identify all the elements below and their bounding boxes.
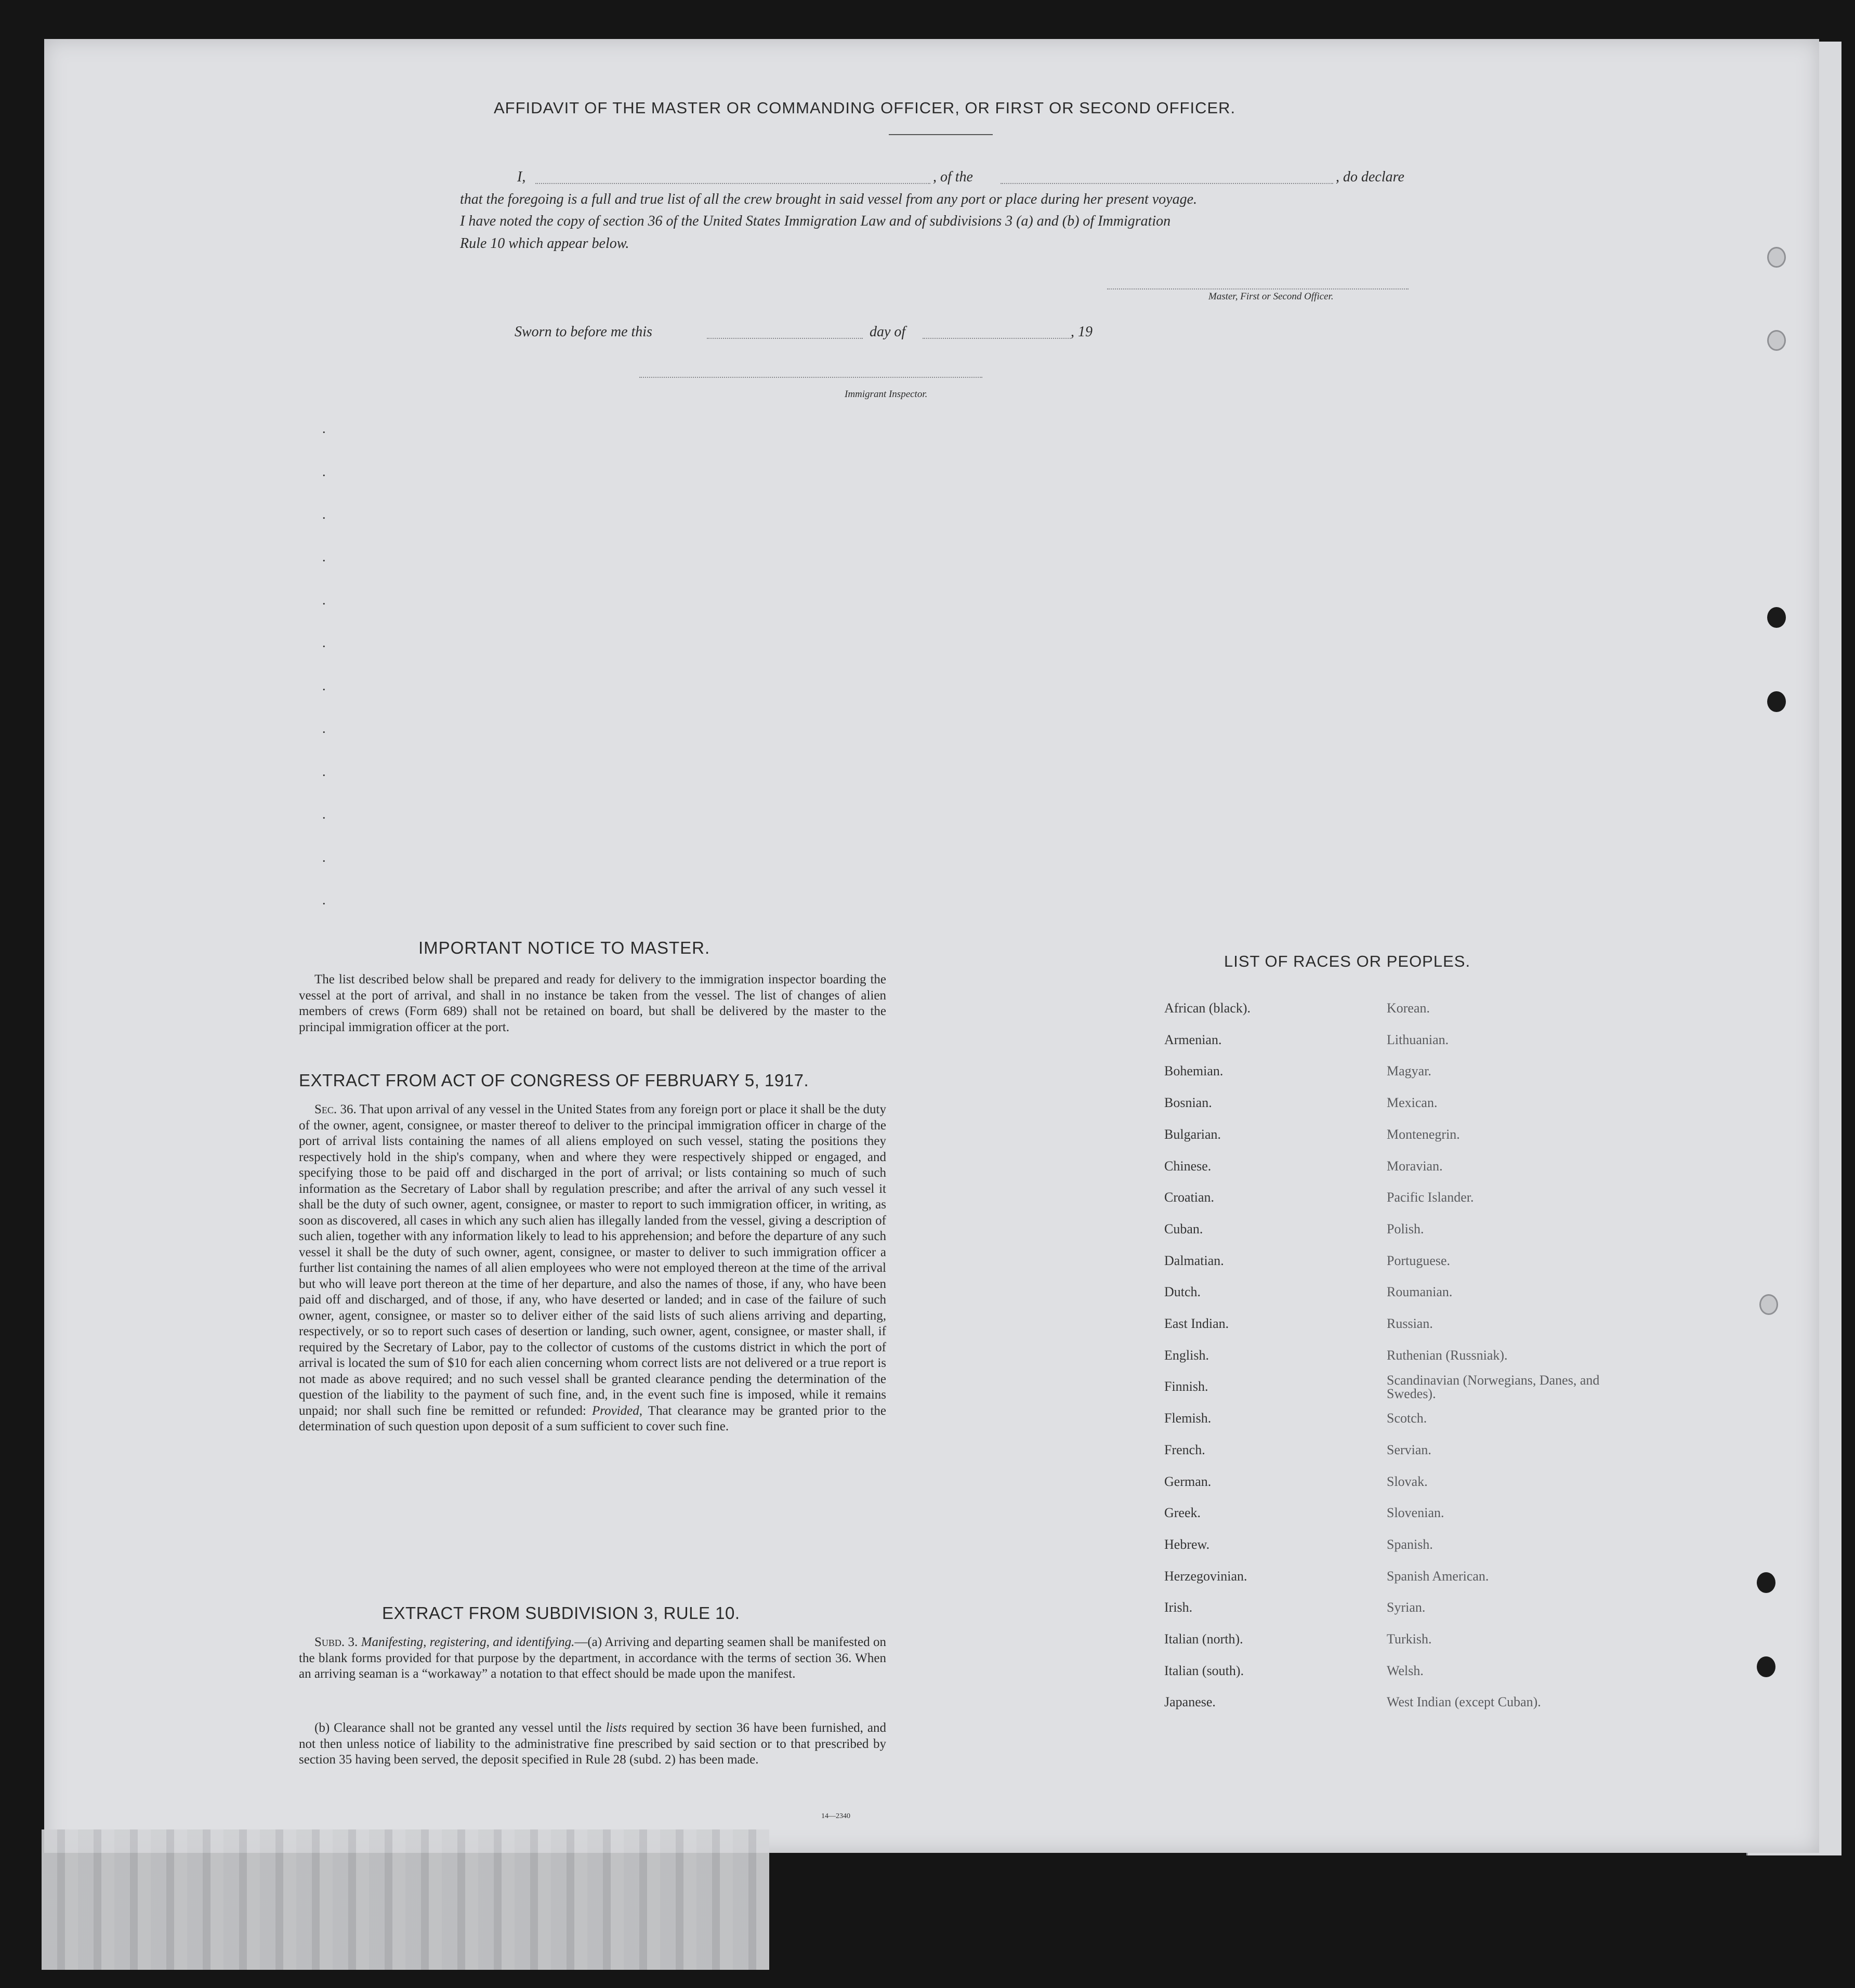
row-marker: .: [322, 807, 326, 822]
row-marker: .: [322, 593, 326, 608]
binder-hole: [1759, 1294, 1778, 1315]
race-item: English.: [1164, 1347, 1209, 1363]
race-item: Armenian.: [1164, 1032, 1222, 1047]
affidavit-of-the-label: , of the: [933, 169, 973, 185]
race-item: Flemish.: [1164, 1411, 1212, 1426]
affidavit-body-line2: I have noted the copy of section 36 of the United States Immigration Law and of subdivisions 3 (a) and (b) of Immigration: [460, 213, 1171, 229]
race-item: Portuguese.: [1387, 1253, 1451, 1268]
proviso-word: Provided,: [592, 1403, 642, 1418]
sworn-label: Sworn to before me this: [515, 324, 652, 340]
affidavit-body-line3: Rule 10 which appear below.: [460, 235, 629, 252]
race-item: Roumanian.: [1387, 1284, 1453, 1300]
subd-lists-word: lists: [606, 1721, 627, 1735]
race-item: Hebrew.: [1164, 1536, 1210, 1552]
race-item: Scandinavian (Norwegians, Danes, and Swedes).: [1387, 1373, 1600, 1402]
race-item: Japanese.: [1164, 1694, 1216, 1710]
race-item: Syrian.: [1387, 1600, 1426, 1615]
race-item: Irish.: [1164, 1600, 1193, 1615]
binder-hole: [1767, 607, 1786, 628]
act-heading: EXTRACT FROM ACT OF CONGRESS OF FEBRUARY 5, 1917.: [299, 1071, 809, 1090]
race-item: Italian (north).: [1164, 1631, 1243, 1647]
row-marker: .: [322, 721, 326, 736]
race-item: Bulgarian.: [1164, 1126, 1221, 1142]
race-item: Spanish.: [1387, 1536, 1433, 1552]
row-marker: .: [322, 678, 326, 693]
race-item: Magyar.: [1387, 1063, 1431, 1079]
race-item: Servian.: [1387, 1442, 1431, 1457]
row-marker: .: [322, 507, 326, 522]
subd-b-label: (b): [314, 1721, 330, 1735]
race-item: Mexican.: [1387, 1095, 1438, 1111]
subdivision-heading: EXTRACT FROM SUBDIVISION 3, RULE 10.: [382, 1603, 740, 1623]
race-item: Dalmatian.: [1164, 1253, 1224, 1268]
race-item: Scotch.: [1387, 1411, 1427, 1426]
race-item: Croatian.: [1164, 1190, 1215, 1205]
binder-hole: [1757, 1656, 1775, 1677]
section-label: Sec. 36.: [314, 1102, 357, 1116]
races-heading: LIST OF RACES OR PEOPLES.: [1224, 952, 1471, 970]
row-marker: .: [322, 764, 326, 779]
notice-text: The list described below shall be prepared and ready for delivery to the immigration inspector boarding the vessel at the port of arrival, and shall in no instance be taken from the vessel. The list of changes of alien members of crews (Form 689) shall not be retained on board, but shall be delivered by the master to the principal immigration officer at the port.: [299, 972, 886, 1034]
year-label: , 19: [1071, 324, 1093, 340]
subdivision-a: [299, 1635, 886, 1682]
race-item: Spanish American.: [1387, 1568, 1489, 1584]
race-item: Bosnian.: [1164, 1095, 1212, 1111]
race-item: Polish.: [1387, 1221, 1424, 1236]
row-marker: .: [322, 421, 326, 436]
notice-heading: IMPORTANT NOTICE TO MASTER.: [418, 938, 711, 957]
inspector-signature-field[interactable]: [639, 377, 982, 378]
affidavit-body-line1: that the foregoing is a full and true list of all the crew brought in said vessel from any port or place during her present voyage.: [460, 191, 1198, 207]
race-item: French.: [1164, 1442, 1205, 1457]
document-page: [44, 39, 1819, 1853]
affidavit-i-label: I,: [517, 169, 526, 185]
sworn-month-field[interactable]: [923, 338, 1071, 339]
sworn-day-field[interactable]: [707, 338, 863, 339]
master-signature-field[interactable]: [1107, 288, 1409, 289]
race-item: German.: [1164, 1473, 1212, 1489]
race-item: Pacific Islander.: [1387, 1190, 1474, 1205]
race-item: East Indian.: [1164, 1316, 1229, 1331]
subdivision-b: [299, 1720, 886, 1768]
race-item: Cuban.: [1164, 1221, 1203, 1236]
vessel-name-field[interactable]: [1001, 183, 1333, 184]
act-section-36: [299, 1102, 886, 1435]
subd-text-b2: required by section 36 have been furnished, and not then unless notice of liability to the administrative fine prescribed by said section or to that prescribed by section 35 having been served, the deposit specified in Rule 28 (subd. 2) has been made.: [299, 1721, 887, 1767]
race-item: Bohemian.: [1164, 1063, 1223, 1079]
title-rule: [889, 134, 993, 135]
race-item: Greek.: [1164, 1505, 1201, 1521]
inspector-caption: Immigrant Inspector.: [845, 389, 928, 400]
race-item: Moravian.: [1387, 1158, 1443, 1174]
section-text: That upon arrival of any vessel in the United States from any foreign port or place it shall be the duty of the owner, agent, consignee, or master thereof to deliver to the principal immigration officer in charge of the port of arrival lists containing the names of all aliens employed on such vessel, stating the positions they respectively hold in the ship's company, when and where they were respectively shipped or engaged, and specifying those to be paid off and discharged in the port of arrival; or lists containing so much of such information as the Secretary of Labor shall by regulation prescribe; and after the arrival of any such vessel it shall be the duty of such owner, agent, consignee, or master to report to such immigration officer, in writing, as soon as discovered, all cases in which any such alien has illegally landed from the vessel, giving a description of such alien, together with any information likely to lead to his apprehension; and before the departure of any such vessel it shall be the duty of such owner, agent, consignee, or master to deliver to such immigration officer a further list containing the names of all alien employees who were not employed thereon at the time of the arrival but who will leave port thereon at the time of her departure, and also the names of those, if any, who have been paid off and discharged, and of those, if any, who have deserted or landed; and in case of the failure of such owner, agent, consignee, or master so to deliver either of the said lists of such aliens arriving and departing, respectively, or so to report such cases of desertion or landing, such owner, agent, consignee, or master shall, if required by the Secretary of Labor, pay to the collector of customs of the customs district in which the port of arrival is located the sum of $10 for each alien concerning whom correct lists are not delivered or a true report is not made as above required; and no such vessel shall be granted clearance pending the determination of the question of the liability to the payment of such fine, and, in the event such fine is imposed, while it remains unpaid; nor shall such fine be remitted or refunded:: [299, 1102, 886, 1418]
race-item: Korean.: [1387, 1000, 1430, 1016]
binder-hole: [1767, 330, 1786, 351]
master-name-field[interactable]: [535, 183, 930, 184]
row-marker: .: [322, 549, 326, 564]
race-item: Dutch.: [1164, 1284, 1201, 1300]
torn-page-edge: [42, 1829, 769, 1970]
day-of-label: day of: [870, 324, 906, 340]
race-item: African (black).: [1164, 1000, 1251, 1016]
race-item: Lithuanian.: [1387, 1032, 1449, 1047]
subd-title: Manifesting, registering, and identifying.: [361, 1635, 575, 1649]
affidavit-declare-label: , do declare: [1336, 169, 1404, 185]
master-signature-caption: Master, First or Second Officer.: [1208, 291, 1334, 302]
subd-label: Subd. 3.: [314, 1635, 358, 1649]
race-item: West Indian (except Cuban).: [1387, 1694, 1541, 1710]
subd-text-a: —(a) Arriving and departing seamen shall be manifested on the blank forms provided for that purpose by the department, in accordance with the terms of section 36. When an arriving seaman is a “workaway” a notation to that effect should be made upon the manifest.: [299, 1635, 886, 1681]
race-item: Slovenian.: [1387, 1505, 1444, 1521]
row-marker: .: [322, 464, 326, 479]
race-item: Chinese.: [1164, 1158, 1212, 1174]
race-item: Ruthenian (Russniak).: [1387, 1347, 1508, 1363]
race-item: Welsh.: [1387, 1663, 1424, 1678]
form-number: 14—2340: [821, 1812, 850, 1820]
race-item: Herzegovinian.: [1164, 1568, 1247, 1584]
subd-text-b1: Clearance shall not be granted any vessel until the: [334, 1721, 602, 1735]
affidavit-title: AFFIDAVIT OF THE MASTER OR COMMANDING OFFICER, OR FIRST OR SECOND OFFICER.: [494, 99, 1236, 117]
binder-hole: [1767, 691, 1786, 712]
race-item: Montenegrin.: [1387, 1126, 1460, 1142]
binder-hole: [1767, 247, 1786, 268]
race-item: Italian (south).: [1164, 1663, 1244, 1678]
row-marker: .: [322, 850, 326, 865]
race-item: Slovak.: [1387, 1473, 1428, 1489]
row-marker: .: [322, 635, 326, 650]
race-item: Turkish.: [1387, 1631, 1432, 1647]
proviso-text: That clearance may be granted prior to the determination of such question upon deposit of a sum sufficient to cover such fine.: [299, 1403, 886, 1433]
binder-hole: [1757, 1572, 1775, 1593]
row-marker: .: [322, 892, 326, 907]
race-item: Russian.: [1387, 1316, 1433, 1331]
race-item: Finnish.: [1164, 1379, 1208, 1394]
